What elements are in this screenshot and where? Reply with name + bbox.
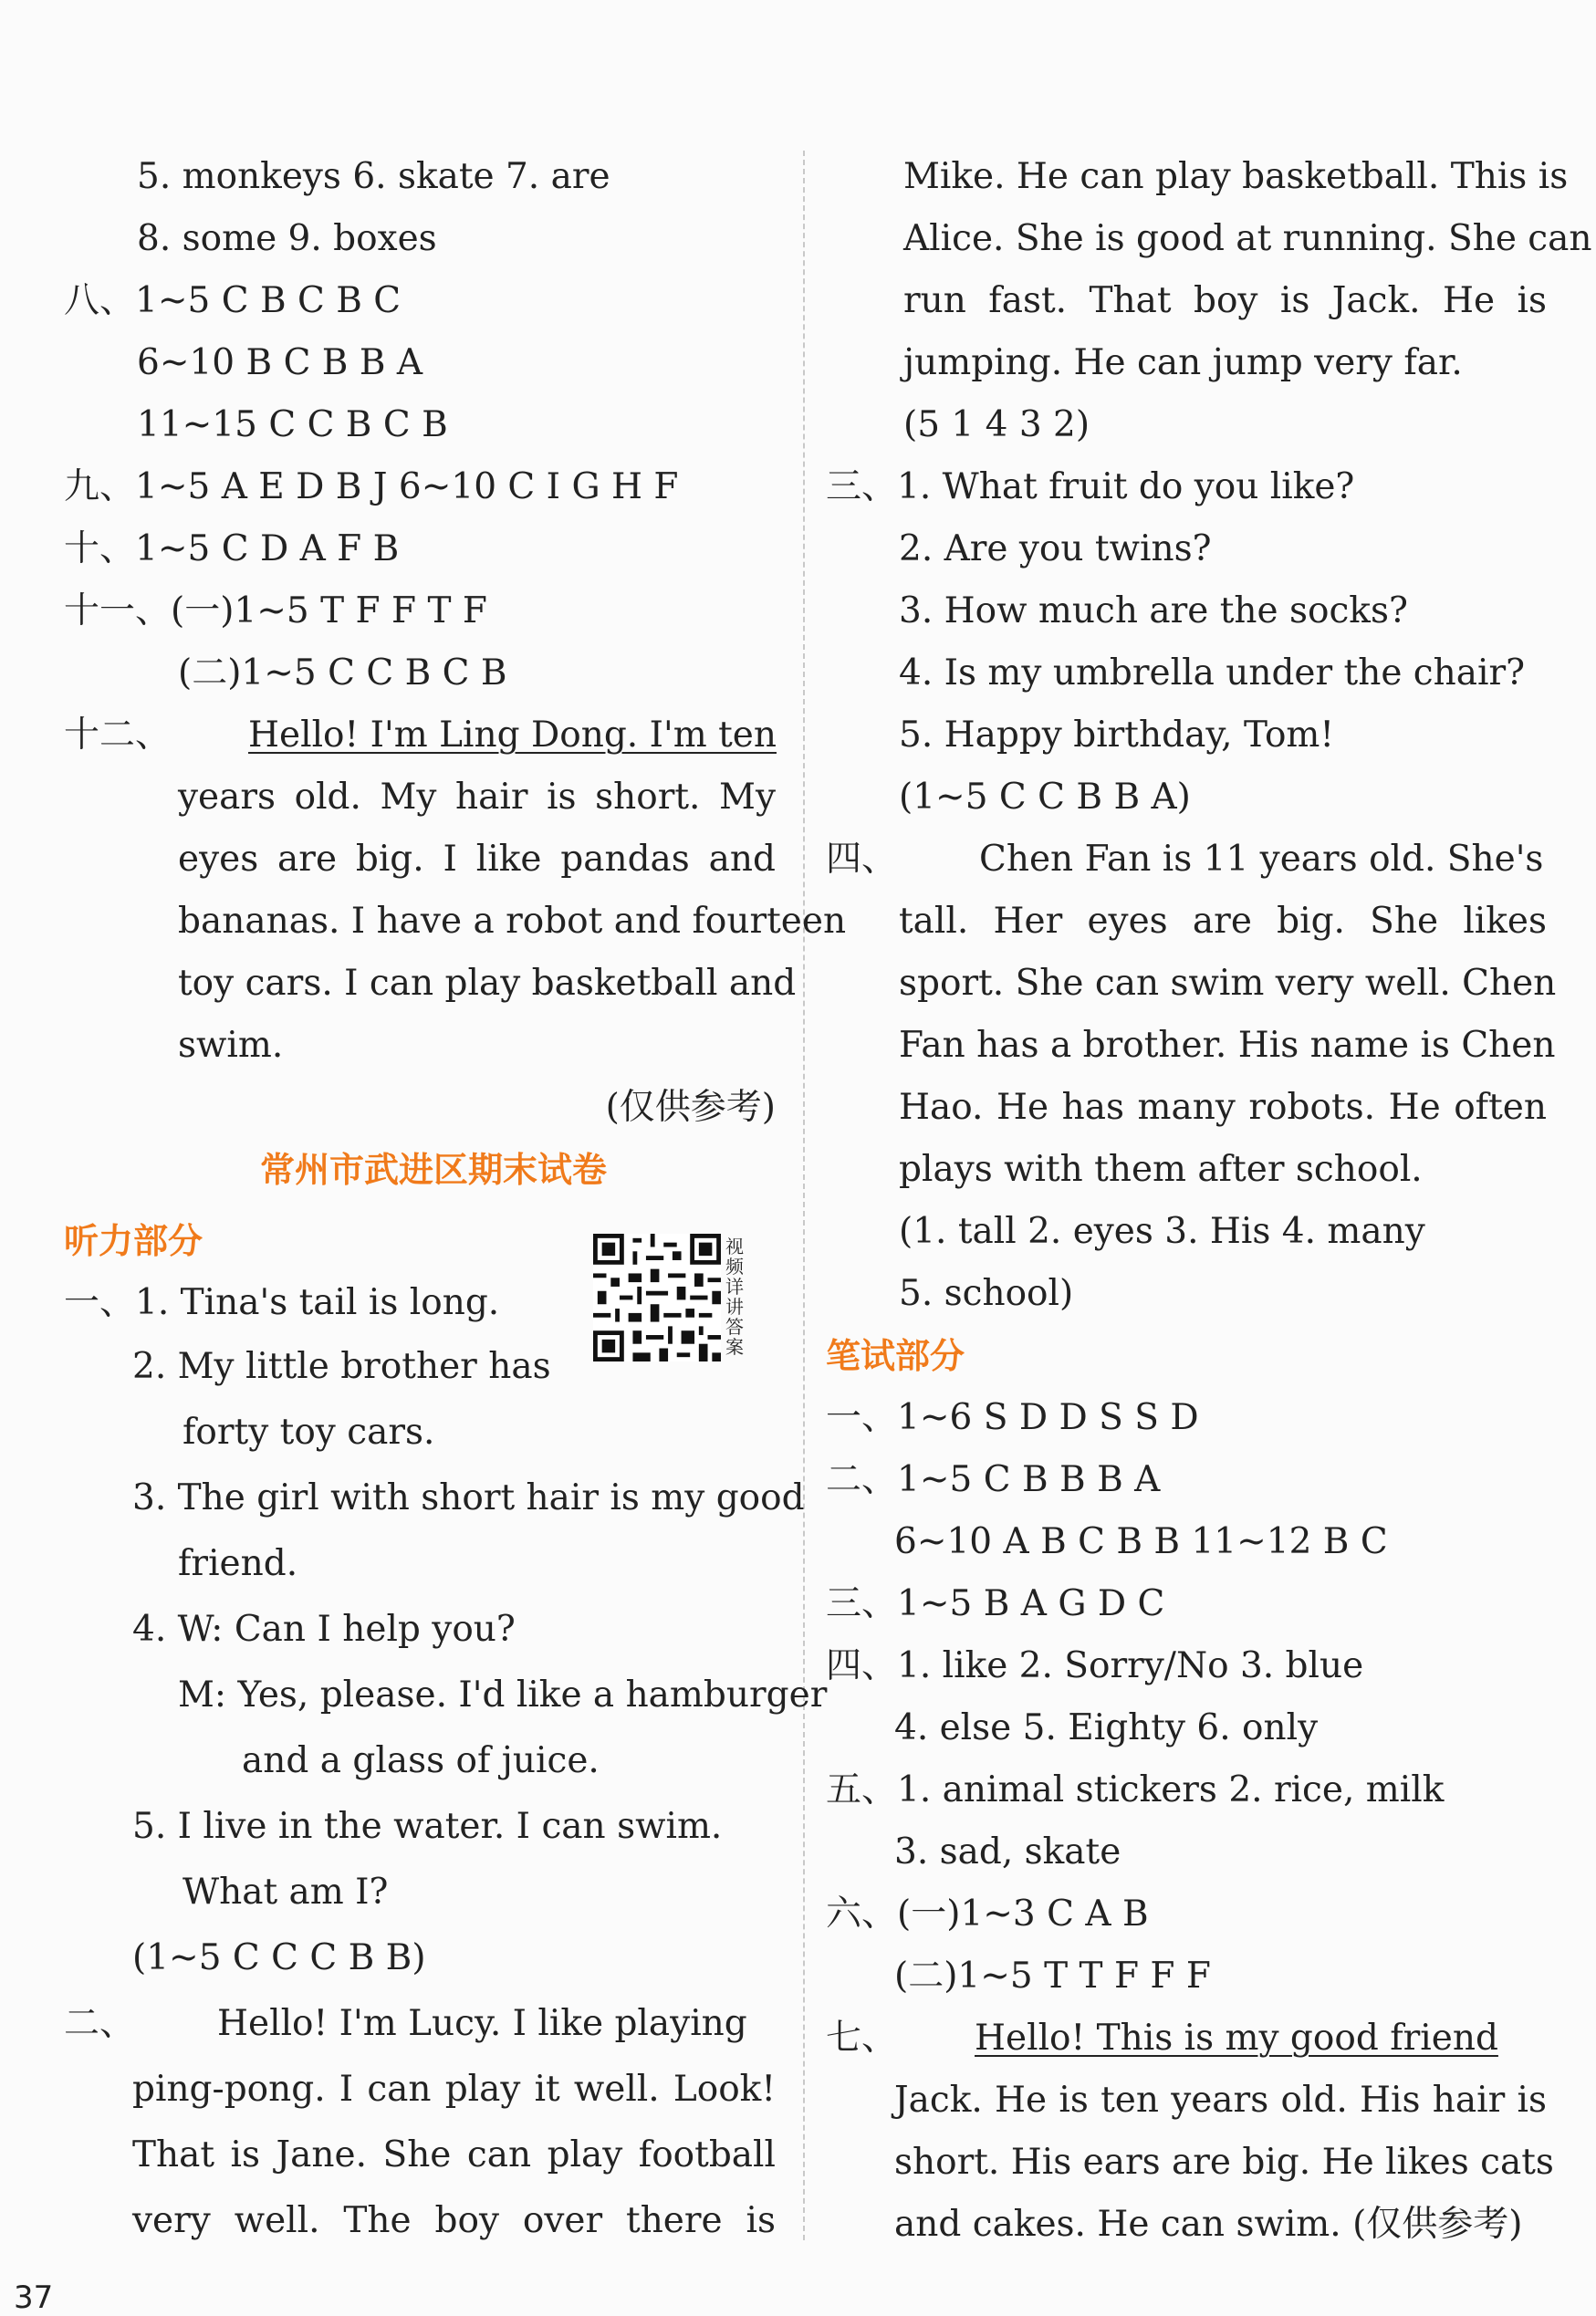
passage-line: Mike. He can play basketball. This is [903,156,1569,197]
written-section-5 [826,1759,1547,1821]
answer-line: 4. else 5. Eighty 6. only [894,1707,1319,1748]
passage-line: Hello! I'm Lucy. I like playing [217,2003,747,2044]
answer-line: 2. My little brother has [132,1346,551,1387]
passage-line: very well. The boy over there is [132,2200,776,2241]
answer-line: What am I? [183,1872,389,1913]
passage-line: plays with them after school. [899,1149,1423,1190]
answer-text: (一)1~3 C A B [897,1893,1149,1935]
section-10 [64,518,776,580]
exam-title: 常州市武进区期末试卷 [259,1150,607,1190]
answer-line: (1~5 C C C B B) [132,1937,426,1978]
section-label: 六、 [826,1893,898,1935]
written-section-2 [826,1449,1547,1511]
reference-note: (仅供参考) [605,1087,776,1128]
answer-line: (二)1~5 T T F F F [894,1956,1211,1997]
passage-line: Fan has a brother. His name is Chen [899,1025,1556,1066]
section-12 [64,704,776,767]
answer-line: 5. I live in the water. I can swim. [132,1806,723,1847]
essay-line: Jack. He is ten years old. His hair is [894,2080,1547,2121]
listening-section-3 [826,456,1547,518]
passage-line: tall. Her eyes are big. She likes [899,901,1547,942]
section-label: 五、 [826,1769,898,1810]
qr-code-caption: 视频详讲答案 [725,1236,744,1358]
listening-section-4 [826,829,1547,891]
written-section-1 [826,1387,1547,1449]
answer-text: 1~5 A E D B J 6~10 C I G H F [135,466,679,507]
essay-line: Hello! This is my good friend [975,2018,1498,2059]
written-section-title: 笔试部分 [826,1336,965,1376]
passage-line: Alice. She is good at running. She can [903,218,1592,259]
answer-line: 8. some 9. boxes [137,218,437,259]
answer-line: 6~10 A B C B B 11~12 B C [894,1521,1388,1562]
right-column [826,146,1592,2256]
answer-line: friend. [178,1543,298,1584]
section-label: 七、 [826,2018,898,2059]
listening-section-2 [64,1991,776,2057]
answer-line: 2. Are you twins? [899,528,1212,569]
passage-line: Chen Fan is 11 years old. She's [979,839,1544,880]
page-number: 37 [14,2279,54,2316]
section-label: 九、 [64,466,136,507]
answer-line: 5. monkeys 6. skate 7. are [137,156,610,197]
answer-text: 1~5 B A G D C [897,1583,1165,1624]
section-label: 一、 [64,1282,136,1323]
answer-text: 1~5 C D A F B [135,528,400,569]
written-section-3 [826,1573,1547,1635]
section-8 [64,270,776,332]
answer-line: 5. Happy birthday, Tom! [899,715,1335,756]
section-label: 二、 [64,2003,136,2044]
answer-line: 4. Is my umbrella under the chair? [899,652,1526,694]
answer-text: 1. like 2. Sorry/No 3. blue [897,1645,1364,1686]
answer-line: and a glass of juice. [242,1740,600,1781]
answer-line: 11~15 C C B C B [137,404,448,445]
answer-text: 1. What fruit do you like? [897,466,1355,507]
essay-line: and cakes. He can swim. (仅供参考) [894,2204,1523,2245]
answer-line: M: Yes, please. I'd like a hamburger [178,1674,828,1716]
answer-line: 6~10 B C B B A [137,342,423,383]
answer-line: (5 1 4 3 2) [903,404,1090,445]
answer-line: forty toy cars. [183,1412,435,1453]
section-label: 八、 [64,280,136,321]
answer-line: 3. How much are the socks? [899,590,1408,631]
listening-section-title: 听力部分 [64,1221,203,1261]
essay-line: years old. My hair is short. My [178,777,776,818]
section-label: 四、 [826,1645,898,1686]
essay-line: short. His ears are big. He likes cats [894,2142,1554,2183]
answer-text: 1. animal stickers 2. rice, milk [897,1769,1445,1810]
section-label: 三、 [826,466,898,507]
section-label: 四、 [826,839,898,880]
passage-line: ping-pong. I can play it well. Look! [132,2069,776,2110]
passage-line: jumping. He can jump very far. [903,342,1463,383]
essay-line: Hello! I'm Ling Dong. I'm ten [248,715,777,756]
essay-line: eyes are big. I like pandas and [178,839,776,880]
answer-line: 4. W: Can I help you? [132,1609,516,1650]
answer-text: 1~6 S D D S S D [897,1397,1199,1438]
answer-text: 1~5 C B C B C [135,280,402,321]
answer-line: (1. tall 2. eyes 3. His 4. many [899,1211,1425,1252]
written-section-6 [826,1883,1547,1946]
written-section-7 [826,2008,1547,2070]
passage-line: sport. She can swim very well. Chen [899,963,1557,1004]
essay-line: bananas. I have a robot and fourteen [178,901,847,942]
section-label: 十、 [64,528,136,569]
answer-text: (一)1~5 T F F T F [171,590,487,631]
answer-line: 3. The girl with short hair is my good [132,1477,805,1518]
column-divider [803,151,805,2240]
essay-line: swim. [178,1025,284,1066]
answer-line: 5. school) [899,1273,1074,1314]
section-label: 三、 [826,1583,898,1624]
answer-line: (二)1~5 C C B C B [178,652,507,694]
section-label: 一、 [826,1397,898,1438]
passage-line: That is Jane. She can play football [132,2134,776,2175]
essay-line: toy cars. I can play basketball and [178,963,797,1004]
left-column [64,146,847,2254]
qr-code-icon[interactable] [593,1234,721,1361]
answer-text: 1. Tina's tail is long. [135,1282,500,1323]
section-label: 二、 [826,1459,898,1500]
section-9 [64,456,776,518]
written-section-4 [826,1635,1547,1697]
section-label: 十二、 [64,715,172,756]
answer-text: 1~5 C B B B A [897,1459,1161,1500]
answer-line: (1~5 C C B B A) [899,777,1191,818]
passage-line: Hao. He has many robots. He often [899,1087,1547,1128]
answer-line: 3. sad, skate [894,1831,1121,1873]
section-label: 十一、 [64,590,172,631]
section-11 [64,580,776,642]
passage-line: run fast. That boy is Jack. He is [903,280,1547,321]
